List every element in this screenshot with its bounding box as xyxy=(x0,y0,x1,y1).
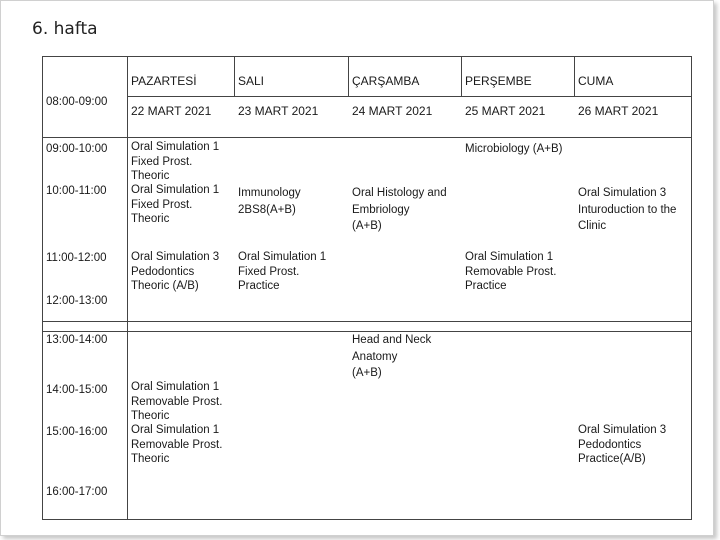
day-name-monday: PAZARTESİ xyxy=(131,74,197,88)
time-label-1400: 14:00-15:00 xyxy=(46,384,108,396)
header-wednesday xyxy=(352,59,432,134)
course-mon-1100: Oral Simulation 3 Pedodontics Theoric (A/B) xyxy=(131,251,220,292)
time-label-1600: 16:00-17:00 xyxy=(46,486,108,498)
time-label-0800: 08:00-09:00 xyxy=(46,96,108,108)
day-date-monday: 22 MART 2021 xyxy=(131,104,212,118)
time-label-1200: 12:00-13:00 xyxy=(46,295,108,307)
course-mon-1400: Oral Simulation 1 Removable Prost. Theoric xyxy=(131,381,223,422)
day-date-thursday: 25 MART 2021 xyxy=(465,104,546,118)
header-monday xyxy=(131,59,211,134)
course-tue-1100: Oral Simulation 1 Fixed Prost. Practice xyxy=(238,251,327,292)
day-date-wednesday: 24 MART 2021 xyxy=(352,104,433,118)
course-fri-1500: Oral Simulation 3 Pedodontics Practice(A/B) xyxy=(578,424,667,465)
course-thu-1100: Oral Simulation 1 Removable Prost. Practice xyxy=(465,251,557,292)
course-fri-1000: Oral Simulation 3 Inturoduction to the Clinic xyxy=(578,187,677,232)
course-thu-0900: Microbiology (A+B) xyxy=(465,143,563,155)
header-tuesday xyxy=(238,59,318,134)
time-label-1500: 15:00-16:00 xyxy=(46,426,108,438)
course-mon-1500: Oral Simulation 1 Removable Prost. Theoric xyxy=(131,424,223,465)
schedule-table xyxy=(42,56,692,520)
day-date-friday: 26 MART 2021 xyxy=(578,104,659,118)
header-friday xyxy=(578,59,658,134)
day-name-thursday: PERŞEMBE xyxy=(465,74,532,88)
day-name-tuesday: SALI xyxy=(238,74,265,88)
time-label-1000: 10:00-11:00 xyxy=(46,185,107,197)
course-tue-1000: Immunology 2BS8(A+B) xyxy=(238,187,301,216)
day-date-tuesday: 23 MART 2021 xyxy=(238,104,319,118)
day-name-friday: CUMA xyxy=(578,74,614,88)
course-wed-1000: Oral Histology and Embriology (A+B) xyxy=(352,187,447,232)
course-mon-0900: Oral Simulation 1 Fixed Prost. Theoric xyxy=(131,141,220,182)
page-title: 6. hafta xyxy=(32,19,98,39)
day-name-wednesday: ÇARŞAMBA xyxy=(352,74,420,88)
course-wed-1300: Head and Neck Anatomy (A+B) xyxy=(352,334,432,379)
time-label-1100: 11:00-12:00 xyxy=(46,252,107,264)
time-label-0900: 09:00-10:00 xyxy=(46,143,108,155)
header-thursday xyxy=(465,59,545,134)
course-mon-1000: Oral Simulation 1 Fixed Prost. Theoric xyxy=(131,184,220,225)
time-label-1300: 13:00-14:00 xyxy=(46,334,108,346)
